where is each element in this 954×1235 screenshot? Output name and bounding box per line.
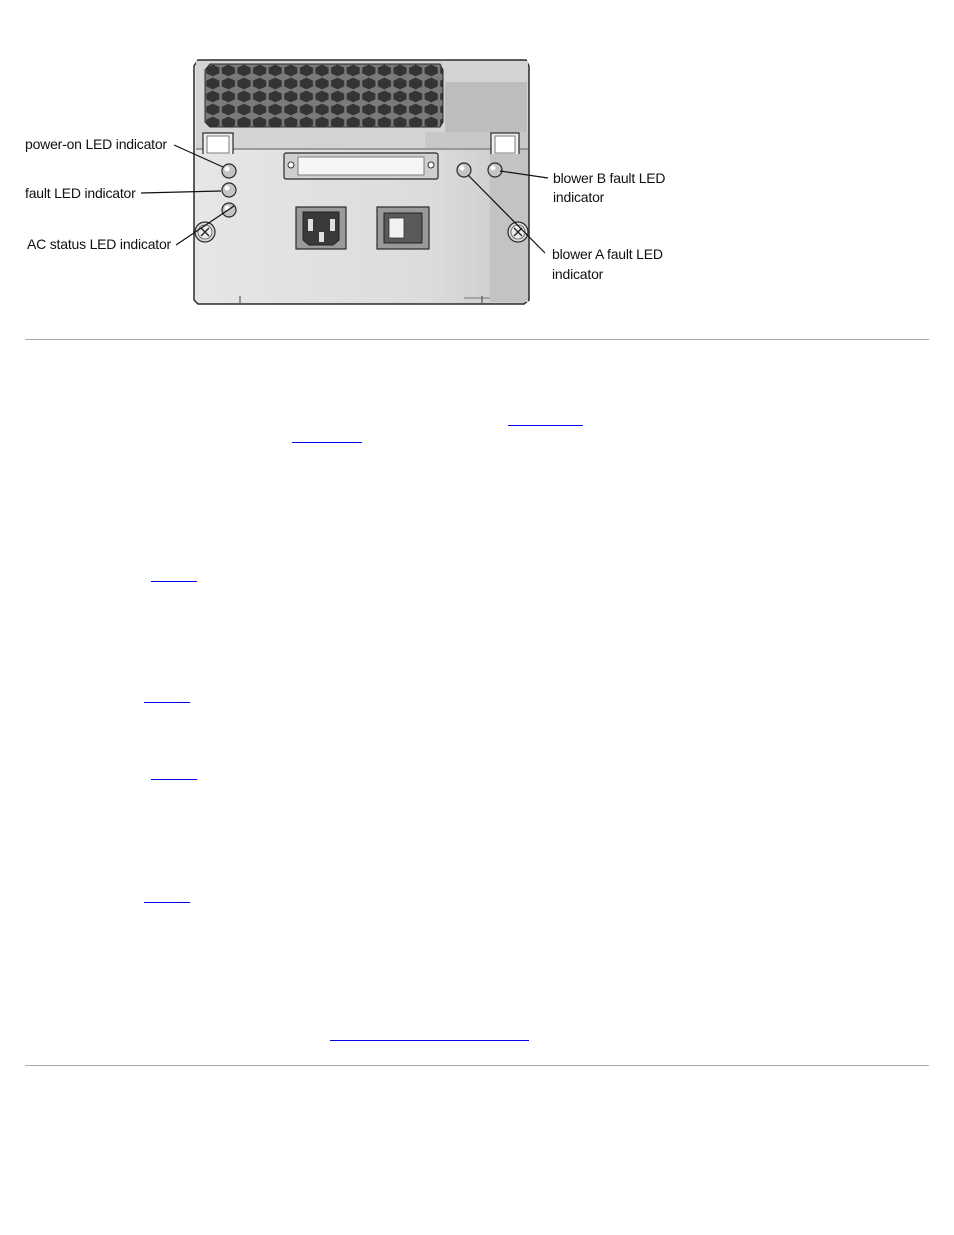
- hyperlink[interactable]: [508, 425, 583, 426]
- blower-b-callout-line2: indicator: [553, 189, 605, 205]
- power-on-led-icon: [222, 164, 236, 178]
- blower-a-fault-led-icon: [457, 163, 471, 177]
- hyperlink[interactable]: [144, 902, 190, 903]
- power-on-led-callout: power-on LED indicator: [25, 136, 167, 152]
- blower-a-callout-line1: blower A fault LED: [552, 246, 663, 262]
- hyperlink[interactable]: [144, 702, 190, 703]
- blower-b-callout-line1: blower B fault LED: [553, 170, 666, 186]
- hyperlink[interactable]: [151, 581, 197, 582]
- fault-led-callout: fault LED indicator: [25, 185, 136, 201]
- hyperlink[interactable]: [330, 1040, 529, 1041]
- handle-bar: [284, 153, 438, 179]
- blower-a-callout-line2: indicator: [552, 266, 604, 282]
- hyperlink[interactable]: [151, 779, 197, 780]
- section-divider: [25, 1065, 929, 1066]
- power-switch-icon: [377, 207, 429, 249]
- ac-status-led-callout: AC status LED indicator: [27, 236, 172, 252]
- handle-tab-left: [203, 133, 233, 154]
- hyperlink[interactable]: [292, 442, 362, 443]
- vent-grille-icon: [205, 64, 443, 127]
- section-divider: [25, 339, 929, 340]
- fault-led-icon: [222, 183, 236, 197]
- blower-b-fault-led-icon: [488, 163, 502, 177]
- power-supply-diagram: [0, 0, 954, 320]
- handle-tab-right: [491, 133, 519, 154]
- ac-inlet-icon: [296, 207, 346, 249]
